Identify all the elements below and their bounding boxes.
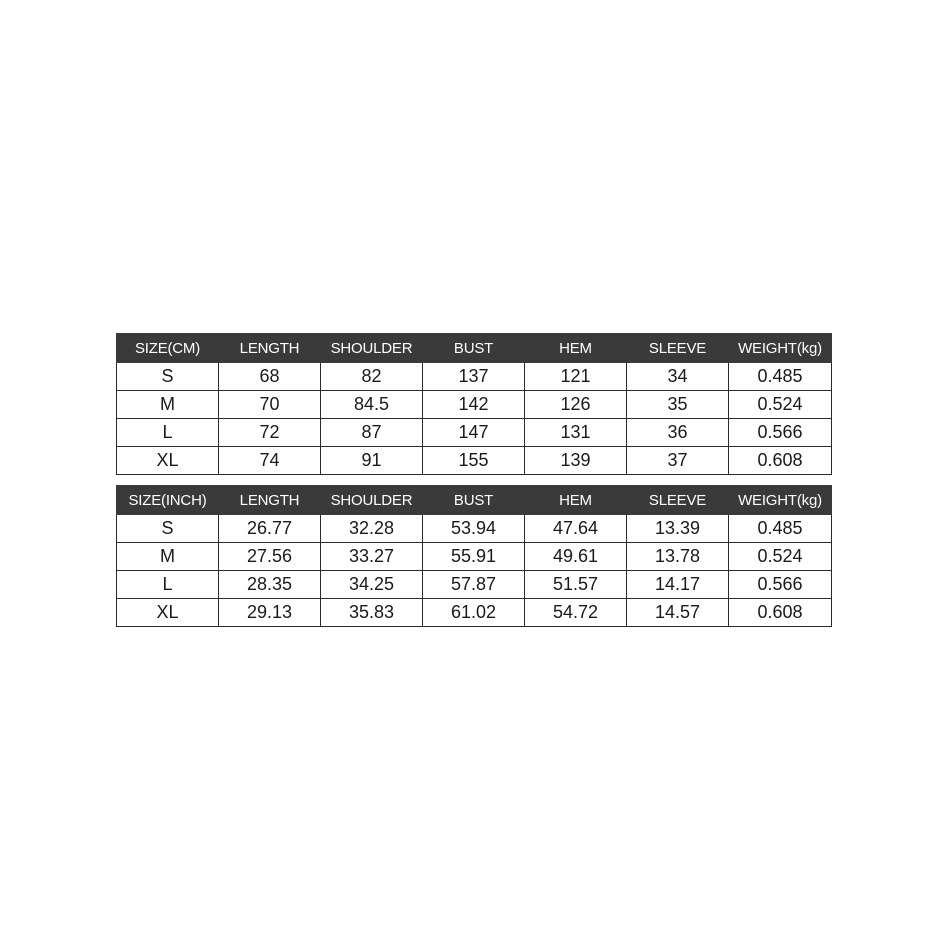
cell-length: 72 bbox=[219, 419, 321, 447]
cell-length: 26.77 bbox=[219, 515, 321, 543]
cell-hem: 126 bbox=[525, 391, 627, 419]
cell-size: XL bbox=[117, 599, 219, 627]
cell-bust: 57.87 bbox=[423, 571, 525, 599]
cell-sleeve: 36 bbox=[627, 419, 729, 447]
cell-sleeve: 14.17 bbox=[627, 571, 729, 599]
cell-length: 74 bbox=[219, 447, 321, 475]
cell-bust: 61.02 bbox=[423, 599, 525, 627]
table-row bbox=[117, 543, 832, 571]
cell-weight: 0.608 bbox=[729, 447, 832, 475]
table-header-row bbox=[117, 486, 832, 515]
header-shoulder: SHOULDER bbox=[321, 486, 423, 515]
cell-weight: 0.566 bbox=[729, 571, 832, 599]
cell-shoulder: 84.5 bbox=[321, 391, 423, 419]
header-weight: WEIGHT(kg) bbox=[729, 334, 832, 363]
header-sleeve: SLEEVE bbox=[627, 486, 729, 515]
header-length: LENGTH bbox=[219, 486, 321, 515]
cell-size: XL bbox=[117, 447, 219, 475]
table-row bbox=[117, 391, 832, 419]
header-size: SIZE(CM) bbox=[117, 334, 219, 363]
header-bust: BUST bbox=[423, 334, 525, 363]
cell-size: M bbox=[117, 391, 219, 419]
header-weight: WEIGHT(kg) bbox=[729, 486, 832, 515]
cell-size: L bbox=[117, 419, 219, 447]
cell-weight: 0.608 bbox=[729, 599, 832, 627]
cell-weight: 0.524 bbox=[729, 543, 832, 571]
cell-weight: 0.566 bbox=[729, 419, 832, 447]
cell-sleeve: 14.57 bbox=[627, 599, 729, 627]
table-row bbox=[117, 515, 832, 543]
table-header-row bbox=[117, 334, 832, 363]
cell-length: 29.13 bbox=[219, 599, 321, 627]
header-hem: HEM bbox=[525, 334, 627, 363]
cell-sleeve: 34 bbox=[627, 363, 729, 391]
cell-length: 28.35 bbox=[219, 571, 321, 599]
cell-bust: 55.91 bbox=[423, 543, 525, 571]
table-row bbox=[117, 447, 832, 475]
cell-length: 70 bbox=[219, 391, 321, 419]
cell-size: S bbox=[117, 515, 219, 543]
header-size: SIZE(INCH) bbox=[117, 486, 219, 515]
cell-bust: 155 bbox=[423, 447, 525, 475]
header-bust: BUST bbox=[423, 486, 525, 515]
cell-hem: 47.64 bbox=[525, 515, 627, 543]
header-length: LENGTH bbox=[219, 334, 321, 363]
cell-weight: 0.485 bbox=[729, 363, 832, 391]
cell-hem: 51.57 bbox=[525, 571, 627, 599]
cell-weight: 0.485 bbox=[729, 515, 832, 543]
cell-shoulder: 35.83 bbox=[321, 599, 423, 627]
cell-shoulder: 34.25 bbox=[321, 571, 423, 599]
cell-hem: 121 bbox=[525, 363, 627, 391]
cell-shoulder: 32.28 bbox=[321, 515, 423, 543]
cell-shoulder: 87 bbox=[321, 419, 423, 447]
table-row bbox=[117, 599, 832, 627]
cell-shoulder: 91 bbox=[321, 447, 423, 475]
cell-size: S bbox=[117, 363, 219, 391]
cell-hem: 54.72 bbox=[525, 599, 627, 627]
cell-size: M bbox=[117, 543, 219, 571]
cell-sleeve: 35 bbox=[627, 391, 729, 419]
cell-shoulder: 33.27 bbox=[321, 543, 423, 571]
header-sleeve: SLEEVE bbox=[627, 334, 729, 363]
cell-bust: 142 bbox=[423, 391, 525, 419]
header-shoulder: SHOULDER bbox=[321, 334, 423, 363]
cell-weight: 0.524 bbox=[729, 391, 832, 419]
cell-shoulder: 82 bbox=[321, 363, 423, 391]
cell-hem: 131 bbox=[525, 419, 627, 447]
cell-hem: 139 bbox=[525, 447, 627, 475]
cell-size: L bbox=[117, 571, 219, 599]
cell-bust: 53.94 bbox=[423, 515, 525, 543]
cell-sleeve: 13.78 bbox=[627, 543, 729, 571]
cell-hem: 49.61 bbox=[525, 543, 627, 571]
cell-bust: 137 bbox=[423, 363, 525, 391]
header-hem: HEM bbox=[525, 486, 627, 515]
cell-sleeve: 37 bbox=[627, 447, 729, 475]
cell-length: 27.56 bbox=[219, 543, 321, 571]
table-row bbox=[117, 363, 832, 391]
cell-sleeve: 13.39 bbox=[627, 515, 729, 543]
size-chart-cm-table bbox=[116, 333, 832, 475]
size-chart-inch-table bbox=[116, 485, 832, 627]
table-row bbox=[117, 419, 832, 447]
table-row bbox=[117, 571, 832, 599]
cell-length: 68 bbox=[219, 363, 321, 391]
cell-bust: 147 bbox=[423, 419, 525, 447]
